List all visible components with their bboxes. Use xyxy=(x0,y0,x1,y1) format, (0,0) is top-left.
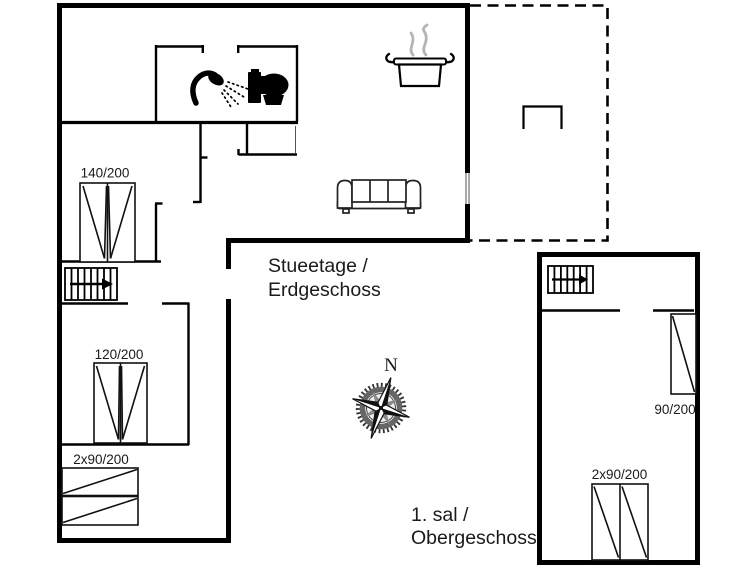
bunk-ground-label: 2x90/200 xyxy=(73,452,129,467)
terrace-outline xyxy=(470,6,608,241)
bed-120x200 xyxy=(94,347,147,443)
bunk-bed-first xyxy=(592,467,648,560)
bunk-bed-ground xyxy=(62,452,138,525)
stairs-up-icon xyxy=(548,266,593,293)
window-marker xyxy=(466,173,469,204)
ground-floor-title-line1: Stueetage / xyxy=(268,255,368,277)
compass-north-label: N xyxy=(384,355,398,376)
bed-90-label: 90/200 xyxy=(654,402,696,417)
bunk-first-label: 2x90/200 xyxy=(591,467,648,482)
bed-90x200 xyxy=(654,314,696,417)
toilet-icon xyxy=(248,69,289,105)
first-floor-title-line2: Obergeschoss xyxy=(411,527,537,549)
bed-140x200 xyxy=(80,166,135,263)
bed-120-label: 120/200 xyxy=(94,347,144,362)
table-icon xyxy=(524,107,562,130)
ground-floor-title-line2: Erdgeschoss xyxy=(268,279,381,301)
shower-icon xyxy=(193,70,248,107)
sofa-icon xyxy=(338,180,421,213)
cooking-pot-icon xyxy=(386,25,453,86)
first-floor-plan xyxy=(411,252,700,565)
bed-140-label: 140/200 xyxy=(80,165,130,181)
ground-floor-plan xyxy=(57,3,470,543)
stairs-up-icon xyxy=(65,268,117,300)
compass-rose-icon xyxy=(343,355,420,448)
first-floor-title-line1: 1. sal / xyxy=(411,504,469,526)
